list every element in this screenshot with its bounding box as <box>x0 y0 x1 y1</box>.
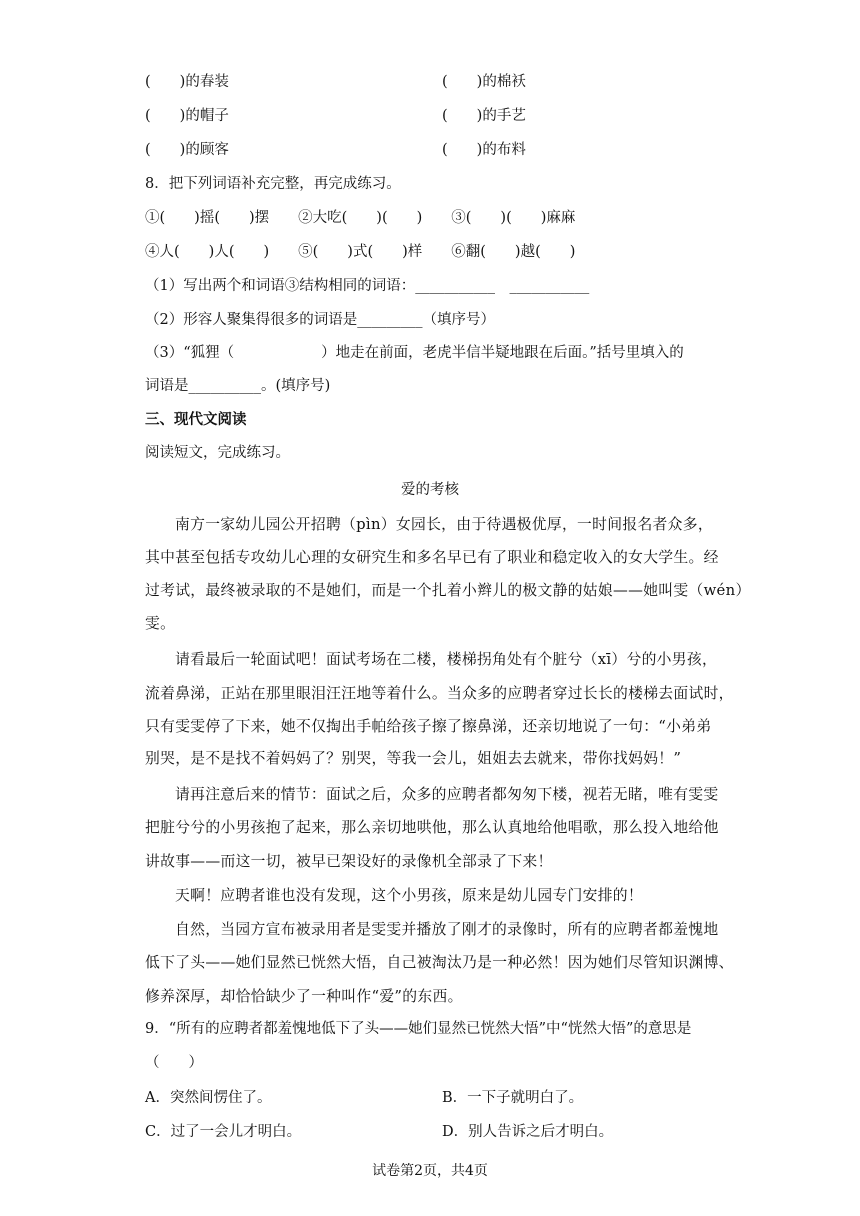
q7-item-2-right: ( )的手艺 <box>442 108 526 124</box>
q9-option-a[interactable]: A．突然间愣住了。 <box>145 1090 272 1106</box>
q8-row-1: ①( )摇( )摆 ②大吃( )( ) ③( )( )麻麻 <box>145 210 576 226</box>
passage-line: 低下了头——她们显然已恍然大悟，自己被淘汰乃是一种必然！因为她们尽管知识渊博、 <box>145 954 734 971</box>
q9-option-c[interactable]: C．过了一会儿才明白。 <box>145 1124 302 1140</box>
q8-sub-2: （2）形容人聚集得很多的词语是_________（填序号） <box>145 312 495 328</box>
q8-sub-3-line-b: 词语是__________。(填序号) <box>145 378 331 394</box>
q9-answer-blank: （ ） <box>145 1055 203 1071</box>
reading-instruction: 阅读短文，完成练习。 <box>145 445 290 461</box>
page-footer: 试卷第2页，共4页 <box>372 1163 488 1179</box>
q9-stem: 9．“所有的应聘者都羞愧地低下了头——她们显然已恍然大悟”中“恍然大悟”的意思是 <box>145 1021 692 1037</box>
passage-line: 其中甚至包括专攻幼儿心理的女研究生和多名早已有了职业和稳定收入的女大学生。经 <box>145 549 719 566</box>
passage-title: 爱的考核 <box>401 482 459 498</box>
passage-line: 请看最后一轮面试吧！面试考场在二楼，楼梯拐角处有个脏兮（xī）兮的小男孩， <box>175 651 718 668</box>
q8-sub-3-line-a: （3）“狐狸（ ）地走在前面，老虎半信半疑地跟在后面。”括号里填入的 <box>145 345 684 361</box>
q8-title: 8．把下列词语补充完整，再完成练习。 <box>145 176 401 192</box>
passage-line: 讲故事——而这一切，被早已架设好的录像机全部录了下来！ <box>145 853 553 870</box>
q9-option-d[interactable]: D．别人告诉之后才明白。 <box>442 1124 614 1140</box>
q9-option-b[interactable]: B．一下子就明白了。 <box>442 1090 584 1106</box>
q7-item-1-right: ( )的棉袄 <box>442 74 526 90</box>
passage-line: 过考试，最终被录取的不是她们，而是一个扎着小辫儿的极文静的姑娘——她叫雯（wén） <box>145 582 751 599</box>
passage-line: 别哭，是不是找不着妈妈了？别哭，等我一会儿，姐姐去去就来，带你找妈妈！” <box>145 750 682 767</box>
passage-line: 把脏兮兮的小男孩抱了起来，那么亲切地哄他，那么认真地给他唱歌，那么投入地给他 <box>145 819 719 836</box>
passage-line: 雯。 <box>145 615 176 632</box>
passage-line: 只有雯雯停了下来，她不仅掏出手帕给孩子擦了擦鼻涕，还亲切地说了一句：“小弟弟 <box>145 718 712 735</box>
passage-line: 修养深厚，却恰恰缺少了一种叫作“爱”的东西。 <box>145 988 463 1005</box>
passage-line: 请再注意后来的情节：面试之后，众多的应聘者都匆匆下楼，视若无睹，唯有雯雯 <box>175 786 719 803</box>
q8-row-2: ④人( )人( ) ⑤( )式( )样 ⑥翻( )越( ) <box>145 244 576 260</box>
q8-sub-1: （1）写出两个和词语③结构相同的词语：___________ ___________ <box>145 278 590 294</box>
passage-line: 自然，当园方宣布被录用者是雯雯并播放了刚才的录像时，所有的应聘者都羞愧地 <box>175 921 719 938</box>
section-heading: 三、现代文阅读 <box>145 411 247 428</box>
passage-line: 天啊！应聘者谁也没有发现，这个小男孩，原来是幼儿园专门安排的！ <box>175 887 644 904</box>
q7-item-3-left: ( )的顾客 <box>145 142 229 158</box>
q7-item-1-left: ( )的春装 <box>145 74 229 90</box>
q7-item-3-right: ( )的布料 <box>442 142 526 158</box>
passage-line: 流着鼻涕，正站在那里眼泪汪汪地等着什么。当众多的应聘者穿过长长的楼梯去面试时， <box>145 685 734 702</box>
q7-item-2-left: ( )的帽子 <box>145 108 229 124</box>
passage-line: 南方一家幼儿园公开招聘（pìn）女园长，由于待遇极优厚，一时间报名者众多， <box>175 516 713 533</box>
